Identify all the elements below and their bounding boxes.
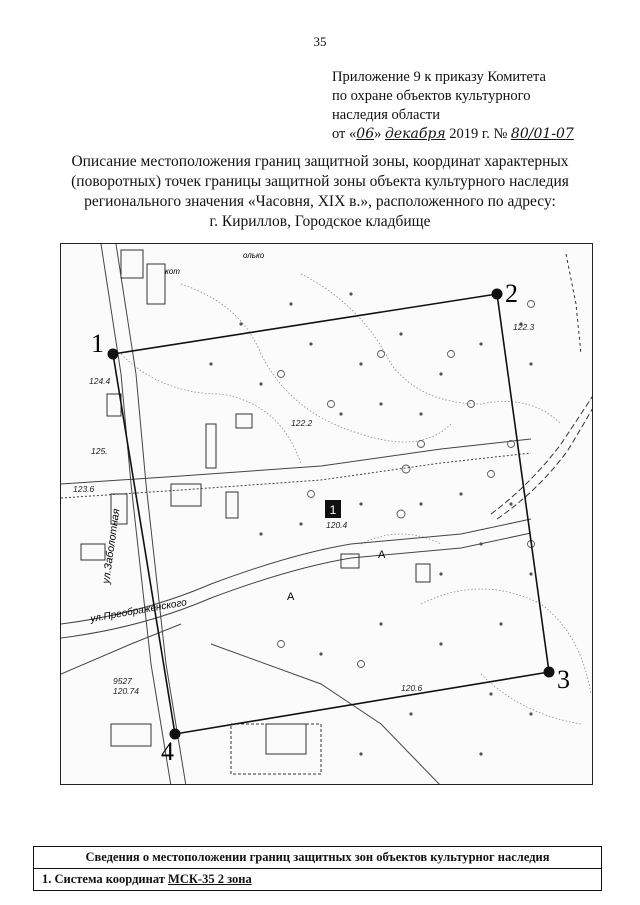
boundary-point-2 xyxy=(492,289,503,300)
marker-text: 9527 xyxy=(113,676,132,686)
area-label: A xyxy=(287,591,295,603)
date-day: 06 xyxy=(356,126,375,142)
ol-label: олько xyxy=(243,251,265,260)
elevation-label: 125. xyxy=(91,446,108,456)
street-label-preobrazhenskogo: ул.Преображенского xyxy=(89,597,188,625)
kot-label: кот xyxy=(165,267,180,276)
boundary-point-3 xyxy=(544,667,555,678)
circle-symbols xyxy=(278,301,535,668)
elevation-label: 120.6 xyxy=(401,683,423,693)
heritage-object-label: 1 xyxy=(329,503,337,517)
elevation-label: 120.4 xyxy=(326,520,348,530)
map-svg xyxy=(61,244,593,785)
heading-line-1: Описание местоположения границ защитной зоны, координат характерных xyxy=(71,153,569,170)
order-number: 80/01-07 xyxy=(510,126,574,142)
page-number: 35 xyxy=(313,34,327,49)
date-year: 2019 г. № xyxy=(449,126,508,142)
elevation-label: 124.4 xyxy=(89,376,111,386)
heading-line-4: г. Кириллов, Городское кладбище xyxy=(209,213,431,230)
appendix-line-2: по охране объектов культурного xyxy=(332,88,531,104)
elevation-label: 120.74 xyxy=(113,686,139,696)
elevation-label: 122.2 xyxy=(291,418,313,428)
site-map xyxy=(60,243,593,785)
boundary-point-3-label: 3 xyxy=(557,665,570,694)
elevation-label: 122.3 xyxy=(513,322,535,332)
elevation-label: 123.6 xyxy=(73,484,95,494)
vegetation-marks xyxy=(209,292,532,755)
heading-line-3: регионального значения «Часовня, XIX в.», расположенного по адресу: xyxy=(84,193,556,210)
date-prefix: от « xyxy=(332,126,357,142)
coordinate-system-prefix: 1. Система координат xyxy=(42,872,169,886)
street-label-zabolotnaya: ул.Заболотная xyxy=(100,507,123,585)
appendix-line-3: наследия области xyxy=(332,107,441,123)
appendix-date-line xyxy=(332,125,574,144)
appendix-block xyxy=(332,68,574,144)
info-table-title: Сведения о местоположении границ защитных зон объектов культурног наследия xyxy=(34,847,601,869)
document-heading xyxy=(40,152,600,232)
date-month: декабря xyxy=(384,126,446,142)
coordinate-system-row xyxy=(34,869,601,890)
appendix-line-1: Приложение 9 к приказу Комитета xyxy=(332,69,546,85)
boundary-point-2-label: 2 xyxy=(505,279,518,308)
date-mid: » xyxy=(374,126,382,142)
boundary-point-1-label: 1 xyxy=(91,329,104,358)
area-label: A xyxy=(378,549,386,561)
boundary-point-1 xyxy=(108,349,119,360)
heading-line-2: (поворотных) точек границы защитной зоны объекта культурного наследия xyxy=(71,173,569,190)
boundary-point-4-label: 4 xyxy=(161,737,174,766)
info-table xyxy=(33,846,602,891)
coordinate-system-value: МСК-35 2 зона xyxy=(168,872,252,886)
